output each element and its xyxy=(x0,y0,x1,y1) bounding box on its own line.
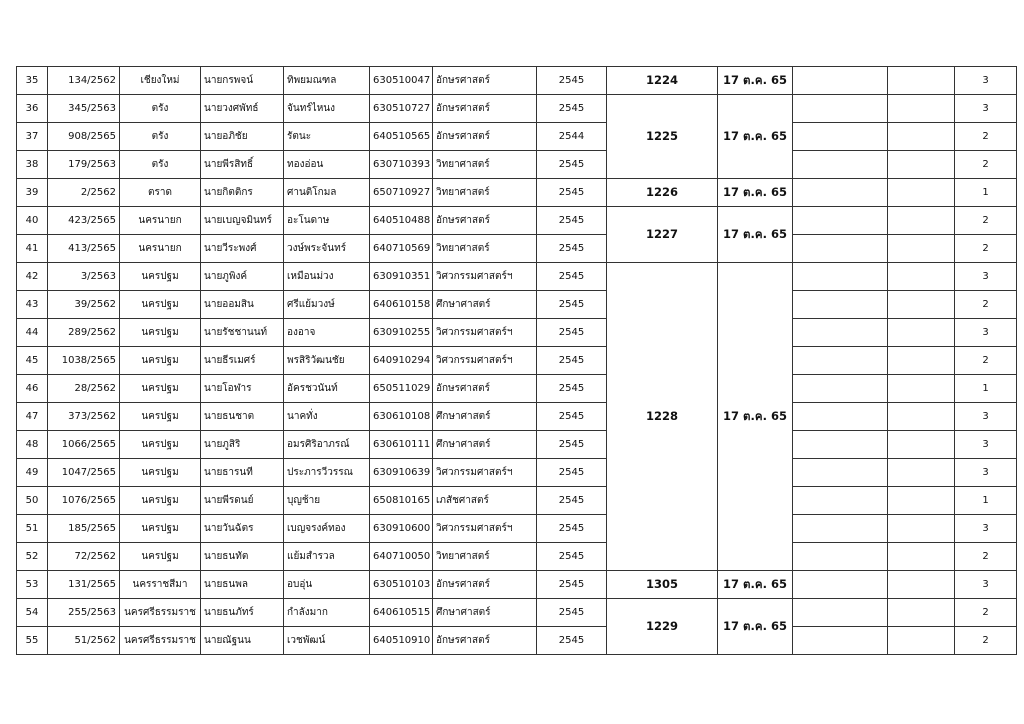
year-cell: 2545 xyxy=(537,291,607,319)
surname-cell: นาคทั่ง xyxy=(284,403,370,431)
year-cell: 2545 xyxy=(537,319,607,347)
faculty-cell: วิศวกรรมศาสตร์ฯ xyxy=(433,459,537,487)
student-code-cell: 640710569 xyxy=(370,235,433,263)
province-cell: นครปฐม xyxy=(120,487,201,515)
room-cell: 1225 xyxy=(607,95,718,179)
year-cell: 2545 xyxy=(537,431,607,459)
application-id-cell: 345/2563 xyxy=(48,95,120,123)
table-row xyxy=(17,431,1017,459)
student-code-cell: 640710050 xyxy=(370,543,433,571)
year-cell: 2545 xyxy=(537,207,607,235)
row-number-cell: 55 xyxy=(17,627,48,655)
blank-cell-2 xyxy=(888,599,955,627)
blank-cell-2 xyxy=(888,207,955,235)
surname-cell: กำลังมาก xyxy=(284,599,370,627)
date-cell: 17 ต.ค. 65 xyxy=(718,67,793,95)
count-cell: 2 xyxy=(955,123,1017,151)
blank-cell-1 xyxy=(793,263,888,291)
surname-cell: ประภารวีวรรณ xyxy=(284,459,370,487)
faculty-cell: อักษรศาสตร์ xyxy=(433,571,537,599)
surname-cell: วงษ์พระจันทร์ xyxy=(284,235,370,263)
date-cell: 17 ต.ค. 65 xyxy=(718,571,793,599)
room-cell: 1305 xyxy=(607,571,718,599)
province-cell: นครปฐม xyxy=(120,515,201,543)
blank-cell-2 xyxy=(888,627,955,655)
table-row xyxy=(17,459,1017,487)
blank-cell-2 xyxy=(888,179,955,207)
province-cell: นครปฐม xyxy=(120,263,201,291)
count-cell: 2 xyxy=(955,347,1017,375)
surname-cell: องอาจ xyxy=(284,319,370,347)
year-cell: 2545 xyxy=(537,263,607,291)
count-cell: 2 xyxy=(955,627,1017,655)
table-row xyxy=(17,543,1017,571)
student-code-cell: 630510727 xyxy=(370,95,433,123)
student-code-cell: 640910294 xyxy=(370,347,433,375)
count-cell: 2 xyxy=(955,599,1017,627)
row-number-cell: 52 xyxy=(17,543,48,571)
first-name-cell: นายโอฬาร xyxy=(201,375,284,403)
first-name-cell: นายภูพิงค์ xyxy=(201,263,284,291)
province-cell: นครปฐม xyxy=(120,431,201,459)
faculty-cell: อักษรศาสตร์ xyxy=(433,123,537,151)
faculty-cell: อักษรศาสตร์ xyxy=(433,627,537,655)
row-number-cell: 51 xyxy=(17,515,48,543)
first-name-cell: นายวงศพัทธ์ xyxy=(201,95,284,123)
room-cell: 1226 xyxy=(607,179,718,207)
year-cell: 2545 xyxy=(537,235,607,263)
count-cell: 3 xyxy=(955,571,1017,599)
surname-cell: แย้มสำรวล xyxy=(284,543,370,571)
row-number-cell: 53 xyxy=(17,571,48,599)
student-code-cell: 630510047 xyxy=(370,67,433,95)
province-cell: นครปฐม xyxy=(120,459,201,487)
faculty-cell: วิศวกรรมศาสตร์ฯ xyxy=(433,319,537,347)
blank-cell-1 xyxy=(793,543,888,571)
table-row xyxy=(17,375,1017,403)
count-cell: 2 xyxy=(955,235,1017,263)
province-cell: นครศรีธรรมราช xyxy=(120,627,201,655)
blank-cell-1 xyxy=(793,515,888,543)
province-cell: นครศรีธรรมราช xyxy=(120,599,201,627)
year-cell: 2545 xyxy=(537,151,607,179)
table-row xyxy=(17,487,1017,515)
count-cell: 3 xyxy=(955,515,1017,543)
student-code-cell: 630910600 xyxy=(370,515,433,543)
blank-cell-1 xyxy=(793,151,888,179)
table-row xyxy=(17,123,1017,151)
blank-cell-2 xyxy=(888,571,955,599)
year-cell: 2545 xyxy=(537,403,607,431)
surname-cell: ทิพยมณฑล xyxy=(284,67,370,95)
province-cell: นครราชสีมา xyxy=(120,571,201,599)
surname-cell: ศรีแย้มวงษ์ xyxy=(284,291,370,319)
count-cell: 3 xyxy=(955,95,1017,123)
year-cell: 2545 xyxy=(537,627,607,655)
blank-cell-2 xyxy=(888,67,955,95)
student-code-cell: 630910639 xyxy=(370,459,433,487)
blank-cell-1 xyxy=(793,95,888,123)
blank-cell-1 xyxy=(793,571,888,599)
count-cell: 2 xyxy=(955,207,1017,235)
first-name-cell: นายวีระพงศ์ xyxy=(201,235,284,263)
row-number-cell: 41 xyxy=(17,235,48,263)
table-row xyxy=(17,571,1017,599)
blank-cell-1 xyxy=(793,235,888,263)
blank-cell-1 xyxy=(793,179,888,207)
date-cell: 17 ต.ค. 65 xyxy=(718,207,793,263)
application-id-cell: 908/2565 xyxy=(48,123,120,151)
application-id-cell: 72/2562 xyxy=(48,543,120,571)
faculty-cell: อักษรศาสตร์ xyxy=(433,95,537,123)
row-number-cell: 49 xyxy=(17,459,48,487)
province-cell: นครปฐม xyxy=(120,347,201,375)
row-number-cell: 48 xyxy=(17,431,48,459)
application-id-cell: 373/2562 xyxy=(48,403,120,431)
first-name-cell: นายณัฐนน xyxy=(201,627,284,655)
blank-cell-2 xyxy=(888,515,955,543)
application-id-cell: 413/2565 xyxy=(48,235,120,263)
student-code-cell: 630510103 xyxy=(370,571,433,599)
surname-cell: บุญช้าย xyxy=(284,487,370,515)
faculty-cell: ศึกษาศาสตร์ xyxy=(433,599,537,627)
faculty-cell: อักษรศาสตร์ xyxy=(433,67,537,95)
student-code-cell: 650710927 xyxy=(370,179,433,207)
blank-cell-2 xyxy=(888,95,955,123)
province-cell: นครปฐม xyxy=(120,543,201,571)
year-cell: 2544 xyxy=(537,123,607,151)
row-number-cell: 44 xyxy=(17,319,48,347)
blank-cell-2 xyxy=(888,151,955,179)
student-code-cell: 630710393 xyxy=(370,151,433,179)
student-code-cell: 640610158 xyxy=(370,291,433,319)
student-code-cell: 650810165 xyxy=(370,487,433,515)
province-cell: นครนายก xyxy=(120,207,201,235)
surname-cell: อะโนดาษ xyxy=(284,207,370,235)
table-row xyxy=(17,95,1017,123)
application-id-cell: 131/2565 xyxy=(48,571,120,599)
province-cell: นครปฐม xyxy=(120,403,201,431)
student-code-cell: 630910351 xyxy=(370,263,433,291)
table-row xyxy=(17,347,1017,375)
room-cell: 1224 xyxy=(607,67,718,95)
row-number-cell: 50 xyxy=(17,487,48,515)
row-number-cell: 47 xyxy=(17,403,48,431)
count-cell: 2 xyxy=(955,291,1017,319)
count-cell: 3 xyxy=(955,431,1017,459)
count-cell: 1 xyxy=(955,487,1017,515)
student-code-cell: 640510488 xyxy=(370,207,433,235)
table-row xyxy=(17,263,1017,291)
faculty-cell: วิศวกรรมศาสตร์ฯ xyxy=(433,347,537,375)
application-id-cell: 39/2562 xyxy=(48,291,120,319)
row-number-cell: 40 xyxy=(17,207,48,235)
blank-cell-2 xyxy=(888,319,955,347)
table-row xyxy=(17,403,1017,431)
row-number-cell: 45 xyxy=(17,347,48,375)
first-name-cell: นายธนชาต xyxy=(201,403,284,431)
count-cell: 1 xyxy=(955,375,1017,403)
table-row xyxy=(17,291,1017,319)
faculty-cell: วิศวกรรมศาสตร์ฯ xyxy=(433,263,537,291)
date-cell: 17 ต.ค. 65 xyxy=(718,95,793,179)
application-id-cell: 28/2562 xyxy=(48,375,120,403)
table-row xyxy=(17,67,1017,95)
row-number-cell: 35 xyxy=(17,67,48,95)
count-cell: 3 xyxy=(955,319,1017,347)
count-cell: 2 xyxy=(955,151,1017,179)
room-cell: 1229 xyxy=(607,599,718,655)
faculty-cell: วิทยาศาสตร์ xyxy=(433,179,537,207)
application-id-cell: 3/2563 xyxy=(48,263,120,291)
application-id-cell: 1076/2565 xyxy=(48,487,120,515)
blank-cell-1 xyxy=(793,319,888,347)
row-number-cell: 37 xyxy=(17,123,48,151)
faculty-cell: ศึกษาศาสตร์ xyxy=(433,291,537,319)
student-code-cell: 640510565 xyxy=(370,123,433,151)
count-cell: 1 xyxy=(955,179,1017,207)
student-code-cell: 640610515 xyxy=(370,599,433,627)
table-row xyxy=(17,515,1017,543)
student-table xyxy=(16,66,1017,655)
province-cell: ตรัง xyxy=(120,151,201,179)
blank-cell-2 xyxy=(888,431,955,459)
surname-cell: เวชพัฒน์ xyxy=(284,627,370,655)
province-cell: ตรัง xyxy=(120,123,201,151)
student-code-cell: 640510910 xyxy=(370,627,433,655)
count-cell: 2 xyxy=(955,543,1017,571)
faculty-cell: วิทยาศาสตร์ xyxy=(433,543,537,571)
blank-cell-2 xyxy=(888,375,955,403)
table-row xyxy=(17,207,1017,235)
province-cell: นครปฐม xyxy=(120,319,201,347)
surname-cell: อัครชวนันท์ xyxy=(284,375,370,403)
surname-cell: อมรศิริอาภรณ์ xyxy=(284,431,370,459)
blank-cell-1 xyxy=(793,67,888,95)
province-cell: นครปฐม xyxy=(120,375,201,403)
table-row xyxy=(17,319,1017,347)
faculty-cell: ศึกษาศาสตร์ xyxy=(433,403,537,431)
faculty-cell: ศึกษาศาสตร์ xyxy=(433,431,537,459)
room-cell: 1227 xyxy=(607,207,718,263)
blank-cell-2 xyxy=(888,291,955,319)
year-cell: 2545 xyxy=(537,95,607,123)
blank-cell-1 xyxy=(793,599,888,627)
row-number-cell: 38 xyxy=(17,151,48,179)
count-cell: 3 xyxy=(955,67,1017,95)
year-cell: 2545 xyxy=(537,487,607,515)
application-id-cell: 1038/2565 xyxy=(48,347,120,375)
first-name-cell: นายอภิชัย xyxy=(201,123,284,151)
year-cell: 2545 xyxy=(537,543,607,571)
year-cell: 2545 xyxy=(537,459,607,487)
table-row xyxy=(17,599,1017,627)
room-cell: 1228 xyxy=(607,263,718,571)
surname-cell: เหมือนม่วง xyxy=(284,263,370,291)
surname-cell: จันทร์ไหนง xyxy=(284,95,370,123)
first-name-cell: นายภูสิริ xyxy=(201,431,284,459)
surname-cell: ทองอ่อน xyxy=(284,151,370,179)
count-cell: 3 xyxy=(955,459,1017,487)
faculty-cell: วิศวกรรมศาสตร์ฯ xyxy=(433,515,537,543)
application-id-cell: 51/2562 xyxy=(48,627,120,655)
application-id-cell: 1047/2565 xyxy=(48,459,120,487)
province-cell: ตราด xyxy=(120,179,201,207)
blank-cell-1 xyxy=(793,487,888,515)
first-name-cell: นายธนพล xyxy=(201,571,284,599)
faculty-cell: อักษรศาสตร์ xyxy=(433,207,537,235)
blank-cell-1 xyxy=(793,459,888,487)
table-row xyxy=(17,235,1017,263)
blank-cell-2 xyxy=(888,487,955,515)
blank-cell-1 xyxy=(793,207,888,235)
row-number-cell: 43 xyxy=(17,291,48,319)
blank-cell-2 xyxy=(888,263,955,291)
application-id-cell: 185/2565 xyxy=(48,515,120,543)
first-name-cell: นายธนภัทร์ xyxy=(201,599,284,627)
row-number-cell: 54 xyxy=(17,599,48,627)
year-cell: 2545 xyxy=(537,515,607,543)
table-row xyxy=(17,179,1017,207)
student-code-cell: 630910255 xyxy=(370,319,433,347)
application-id-cell: 289/2562 xyxy=(48,319,120,347)
province-cell: เชียงใหม่ xyxy=(120,67,201,95)
first-name-cell: นายกิตติกร xyxy=(201,179,284,207)
blank-cell-1 xyxy=(793,403,888,431)
blank-cell-2 xyxy=(888,459,955,487)
first-name-cell: นายเบญจมินทร์ xyxy=(201,207,284,235)
blank-cell-1 xyxy=(793,375,888,403)
blank-cell-1 xyxy=(793,347,888,375)
application-id-cell: 423/2565 xyxy=(48,207,120,235)
province-cell: นครปฐม xyxy=(120,291,201,319)
first-name-cell: นายออมสิน xyxy=(201,291,284,319)
row-number-cell: 36 xyxy=(17,95,48,123)
application-id-cell: 179/2563 xyxy=(48,151,120,179)
date-cell: 17 ต.ค. 65 xyxy=(718,179,793,207)
table-row xyxy=(17,627,1017,655)
year-cell: 2545 xyxy=(537,571,607,599)
year-cell: 2545 xyxy=(537,67,607,95)
faculty-cell: เภสัชศาสตร์ xyxy=(433,487,537,515)
surname-cell: อบอุ่น xyxy=(284,571,370,599)
blank-cell-1 xyxy=(793,627,888,655)
application-id-cell: 1066/2565 xyxy=(48,431,120,459)
first-name-cell: นายธารนที xyxy=(201,459,284,487)
surname-cell: พรสิริวัฒนชัย xyxy=(284,347,370,375)
first-name-cell: นายพีรสิทธิ์ xyxy=(201,151,284,179)
blank-cell-1 xyxy=(793,431,888,459)
blank-cell-2 xyxy=(888,543,955,571)
date-cell: 17 ต.ค. 65 xyxy=(718,263,793,571)
faculty-cell: อักษรศาสตร์ xyxy=(433,375,537,403)
first-name-cell: นายธนทัต xyxy=(201,543,284,571)
first-name-cell: นายวันฉัตร xyxy=(201,515,284,543)
row-number-cell: 46 xyxy=(17,375,48,403)
faculty-cell: วิทยาศาสตร์ xyxy=(433,151,537,179)
year-cell: 2545 xyxy=(537,375,607,403)
student-code-cell: 630610108 xyxy=(370,403,433,431)
year-cell: 2545 xyxy=(537,179,607,207)
surname-cell: เบญจรงค์ทอง xyxy=(284,515,370,543)
application-id-cell: 2/2562 xyxy=(48,179,120,207)
application-id-cell: 255/2563 xyxy=(48,599,120,627)
blank-cell-1 xyxy=(793,291,888,319)
count-cell: 3 xyxy=(955,403,1017,431)
row-number-cell: 39 xyxy=(17,179,48,207)
surname-cell: รัตนะ xyxy=(284,123,370,151)
table-row xyxy=(17,151,1017,179)
province-cell: ตรัง xyxy=(120,95,201,123)
count-cell: 3 xyxy=(955,263,1017,291)
student-code-cell: 630610111 xyxy=(370,431,433,459)
province-cell: นครนายก xyxy=(120,235,201,263)
blank-cell-2 xyxy=(888,347,955,375)
application-id-cell: 134/2562 xyxy=(48,67,120,95)
first-name-cell: นายกรพจน์ xyxy=(201,67,284,95)
faculty-cell: วิทยาศาสตร์ xyxy=(433,235,537,263)
first-name-cell: นายธีรเมศร์ xyxy=(201,347,284,375)
first-name-cell: นายพีรดนย์ xyxy=(201,487,284,515)
date-cell: 17 ต.ค. 65 xyxy=(718,599,793,655)
row-number-cell: 42 xyxy=(17,263,48,291)
year-cell: 2545 xyxy=(537,599,607,627)
year-cell: 2545 xyxy=(537,347,607,375)
blank-cell-2 xyxy=(888,403,955,431)
blank-cell-1 xyxy=(793,123,888,151)
first-name-cell: นายรัชชานนท์ xyxy=(201,319,284,347)
blank-cell-2 xyxy=(888,235,955,263)
blank-cell-2 xyxy=(888,123,955,151)
surname-cell: ศานติโกมล xyxy=(284,179,370,207)
student-code-cell: 650511029 xyxy=(370,375,433,403)
